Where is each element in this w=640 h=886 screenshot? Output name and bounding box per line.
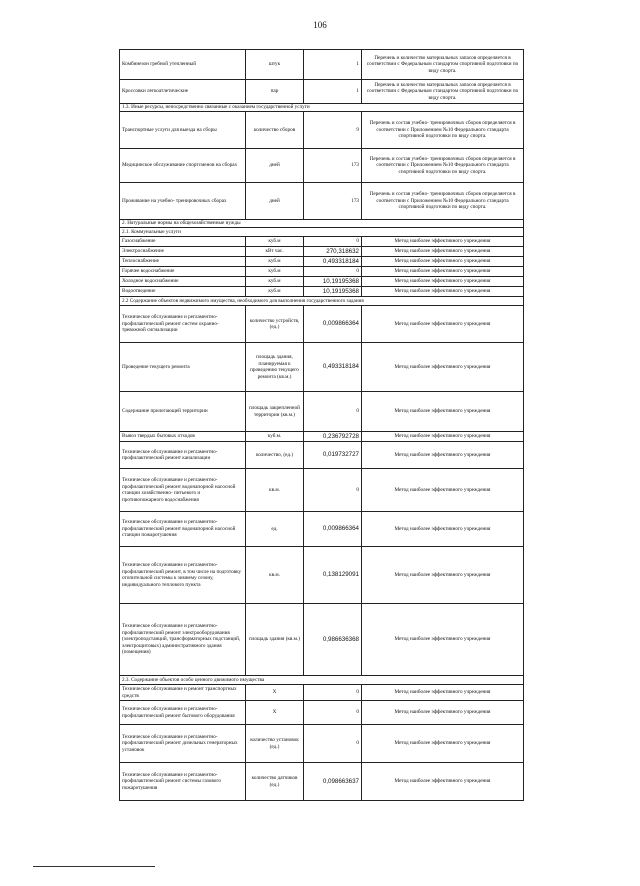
method-cell: Перечень и состав учебно- тренировочных сборов определяется в соответствии с Приложением №10 Федерального стандарта спортивной подготовки по виду спорта. bbox=[362, 112, 524, 149]
unit-cell: пар bbox=[246, 80, 304, 104]
unit-cell: Х bbox=[246, 685, 304, 701]
item-name-cell: Техническое обслуживание и регламентно- профилактический ремонт бытового оборудования bbox=[120, 701, 246, 725]
footer-divider bbox=[33, 866, 155, 867]
table-row bbox=[120, 237, 524, 247]
value-cell: 0 bbox=[304, 725, 362, 763]
item-name-cell: Электроснабжение bbox=[120, 247, 246, 257]
unit-cell: куб.м bbox=[246, 267, 304, 277]
unit-cell: количество сборов bbox=[246, 112, 304, 149]
method-cell: Перечень и состав учебно- тренировочных сборов определяется в соответствии с Приложением №10 Федерального стандарта спортивной подготовки по виду спорта. bbox=[362, 149, 524, 183]
table-row bbox=[120, 306, 524, 343]
table-row bbox=[120, 50, 524, 80]
method-cell: Метод наиболее эффективного учреждения bbox=[362, 287, 524, 297]
table-row bbox=[120, 442, 524, 469]
item-name-cell: Водоотведение bbox=[120, 287, 246, 297]
unit-cell: площадь здания, планируемая к проведению текущего ремонта (кв.м.) bbox=[246, 343, 304, 392]
table-row bbox=[120, 701, 524, 725]
value-cell: 0 bbox=[304, 469, 362, 512]
unit-cell: куб.м bbox=[246, 277, 304, 287]
item-name-cell: Техническое обслуживание и регламентно- профилактический ремонт дизельных генераторных установок bbox=[120, 725, 246, 763]
item-name-cell: Транспортные услуги для выезда на сборы bbox=[120, 112, 246, 149]
section-title: 2.3. Содержание объектов особо ценного движимого имущества bbox=[120, 676, 524, 685]
table-row bbox=[120, 112, 524, 149]
method-cell: Метод наиболее эффективного учреждения bbox=[362, 547, 524, 604]
value-cell: 0,986636368 bbox=[304, 604, 362, 676]
section-row bbox=[120, 104, 524, 112]
table-row bbox=[120, 604, 524, 676]
item-name-cell: Техническое обслуживание и регламентно- профилактический ремонт системы газового пожаротушения bbox=[120, 763, 246, 801]
item-name-cell: Холодное водоснабжение bbox=[120, 277, 246, 287]
item-name-cell: Газоснабжение bbox=[120, 237, 246, 247]
unit-cell: количество устройств, (ед.) bbox=[246, 306, 304, 343]
item-name-cell: Техническое обслуживание и регламентно- профилактический ремонт водонапорной насосной станции хозяйственно- питьевого и противопожарного водоснабжения bbox=[120, 469, 246, 512]
table-row bbox=[120, 257, 524, 267]
table-row bbox=[120, 512, 524, 547]
table-row bbox=[120, 763, 524, 801]
table-row bbox=[120, 725, 524, 763]
table-row bbox=[120, 247, 524, 257]
value-cell: 0,493318184 bbox=[304, 343, 362, 392]
value-cell: 0 bbox=[304, 392, 362, 432]
table-row bbox=[120, 343, 524, 392]
method-cell: Метод наиболее эффективного учреждения bbox=[362, 306, 524, 343]
item-name-cell: Техническое обслуживание и регламентно- профилактический ремонт, в том числе на подготовку отопительной системы к зимнему сезону, индивидуального теплового пункта bbox=[120, 547, 246, 604]
section-title: 2.2 Содержание объектов недвижимого имущества, необходимого для выполнения государственного задания bbox=[120, 297, 524, 306]
method-cell: Метод наиболее эффективного учреждения bbox=[362, 469, 524, 512]
item-name-cell: Вывоз твердых бытовых отходов bbox=[120, 432, 246, 442]
method-cell: Метод наиболее эффективного учреждения bbox=[362, 237, 524, 247]
value-cell: 1 bbox=[304, 80, 362, 104]
method-cell: Перечень и количество материальных запасов определяется в соответствии с Федеральным стандартом спортивной подготовки по виду спорта. bbox=[362, 80, 524, 104]
method-cell: Метод наиболее эффективного учреждения bbox=[362, 685, 524, 701]
method-cell: Метод наиболее эффективного учреждения bbox=[362, 604, 524, 676]
item-name-cell: Медицинское обслуживание спортсменов на сборах bbox=[120, 149, 246, 183]
method-cell: Метод наиболее эффективного учреждения bbox=[362, 392, 524, 432]
value-cell: 173 bbox=[304, 183, 362, 220]
unit-cell: количество датчиков (ед.) bbox=[246, 763, 304, 801]
method-cell: Перечень и количество материальных запасов определяется в соответствии с Федеральным стандартом спортивной подготовки по виду спорта. bbox=[362, 50, 524, 80]
page-number: 106 bbox=[313, 20, 327, 30]
value-cell: 0,138129091 bbox=[304, 547, 362, 604]
item-name-cell: Техническое обслуживание и ремонт транспортных средств bbox=[120, 685, 246, 701]
unit-cell: кв.м. bbox=[246, 469, 304, 512]
value-cell: 0 bbox=[304, 685, 362, 701]
item-name-cell: Теплоснабжение bbox=[120, 257, 246, 267]
item-name-cell: Техническое обслуживание и регламентно- профилактический ремонт электрооборудования (электроподстанций, трансформаторных подстанций, электрощитовых) административного здания (помещения) bbox=[120, 604, 246, 676]
item-name-cell: Проведение текущего ремонта bbox=[120, 343, 246, 392]
value-cell: 0 bbox=[304, 237, 362, 247]
method-cell: Метод наиболее эффективного учреждения bbox=[362, 432, 524, 442]
value-cell: 173 bbox=[304, 149, 362, 183]
unit-cell: куб.м bbox=[246, 287, 304, 297]
item-name-cell: Проживание на учебно- тренировочных сборах bbox=[120, 183, 246, 220]
value-cell: 1 bbox=[304, 50, 362, 80]
unit-cell: количество установок (ед.) bbox=[246, 725, 304, 763]
section-title: 2. Натуральные нормы на общехозяйственные нужды bbox=[120, 220, 524, 228]
unit-cell: площадь здания (кв.м.) bbox=[246, 604, 304, 676]
table-row bbox=[120, 149, 524, 183]
table-row bbox=[120, 183, 524, 220]
value-cell: 0 bbox=[304, 701, 362, 725]
section-title: 1.3. Иные ресурсы, непосредственно связанные с оказанием государственной услуги bbox=[120, 104, 524, 112]
value-cell: 0,019732727 bbox=[304, 442, 362, 469]
unit-cell: количество, (ед.) bbox=[246, 442, 304, 469]
table-row bbox=[120, 80, 524, 104]
value-cell: 0 bbox=[304, 267, 362, 277]
section-row bbox=[120, 220, 524, 228]
item-name-cell: Горячее водоснабжение bbox=[120, 267, 246, 277]
method-cell: Перечень и состав учебно- тренировочных сборов определяется в соответствии с Приложением №10 Федерального стандарта спортивной подготовки по виду спорта. bbox=[362, 183, 524, 220]
item-name-cell: Техническое обслуживание и регламентно- профилактический ремонт водонапорной насосной станции пожаротушения bbox=[120, 512, 246, 547]
item-name-cell: Кроссовки легкоатлетические bbox=[120, 80, 246, 104]
item-name-cell: Содержание прилегающей территории bbox=[120, 392, 246, 432]
unit-cell: кв.м. bbox=[246, 547, 304, 604]
method-cell: Метод наиболее эффективного учреждения bbox=[362, 267, 524, 277]
item-name-cell: Техническое обслуживание и регламентно- профилактический ремонт канализации bbox=[120, 442, 246, 469]
method-cell: Метод наиболее эффективного учреждения bbox=[362, 442, 524, 469]
unit-cell: куб.м. bbox=[246, 432, 304, 442]
table-row bbox=[120, 267, 524, 277]
method-cell: Метод наиболее эффективного учреждения bbox=[362, 277, 524, 287]
method-cell: Метод наиболее эффективного учреждения bbox=[362, 247, 524, 257]
value-cell: 9 bbox=[304, 112, 362, 149]
unit-cell: дней bbox=[246, 149, 304, 183]
unit-cell: штук bbox=[246, 50, 304, 80]
table-row bbox=[120, 469, 524, 512]
unit-cell: ед. bbox=[246, 512, 304, 547]
unit-cell: дней bbox=[246, 183, 304, 220]
table-row bbox=[120, 547, 524, 604]
method-cell: Метод наиболее эффективного учреждения bbox=[362, 343, 524, 392]
section-row bbox=[120, 228, 524, 237]
value-cell: 0,009866364 bbox=[304, 306, 362, 343]
value-cell: 0,236792728 bbox=[304, 432, 362, 442]
method-cell: Метод наиболее эффективного учреждения bbox=[362, 763, 524, 801]
value-cell: 10,19195368 bbox=[304, 277, 362, 287]
unit-cell: кВт час. bbox=[246, 247, 304, 257]
item-name-cell: Техническое обслуживание и регламентно- профилактический ремонт систем охранно- тревожной сигнализации bbox=[120, 306, 246, 343]
value-cell: 0,098663637 bbox=[304, 763, 362, 801]
unit-cell: куб.м bbox=[246, 237, 304, 247]
value-cell: 0,493318184 bbox=[304, 257, 362, 267]
method-cell: Метод наиболее эффективного учреждения bbox=[362, 725, 524, 763]
value-cell: 10,19195368 bbox=[304, 287, 362, 297]
method-cell: Метод наиболее эффективного учреждения bbox=[362, 512, 524, 547]
unit-cell: площадь закрепленной территории (кв.м.) bbox=[246, 392, 304, 432]
method-cell: Метод наиболее эффективного учреждения bbox=[362, 257, 524, 267]
value-cell: 0,009866364 bbox=[304, 512, 362, 547]
unit-cell: куб.м bbox=[246, 257, 304, 267]
table-row bbox=[120, 287, 524, 297]
value-cell: 270,318632 bbox=[304, 247, 362, 257]
norms-table bbox=[119, 49, 524, 801]
table-row bbox=[120, 685, 524, 701]
section-row bbox=[120, 676, 524, 685]
table-row bbox=[120, 277, 524, 287]
section-title: 2.1. Коммунальные услуги bbox=[120, 228, 524, 237]
item-name-cell: Комбинезон гребной утепленный bbox=[120, 50, 246, 80]
section-row bbox=[120, 297, 524, 306]
unit-cell: Х bbox=[246, 701, 304, 725]
method-cell: Метод наиболее эффективного учреждения bbox=[362, 701, 524, 725]
table-row bbox=[120, 432, 524, 442]
table-row bbox=[120, 392, 524, 432]
